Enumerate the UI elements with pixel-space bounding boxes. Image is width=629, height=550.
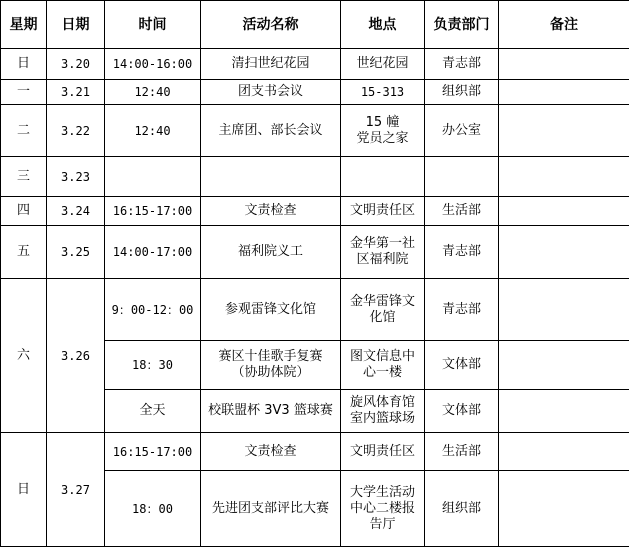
note-cell — [499, 471, 629, 547]
activity-cell — [201, 157, 341, 197]
weekday-cell: 四 — [1, 197, 47, 226]
time-cell: 12:40 — [105, 105, 201, 157]
dept-cell: 青志部 — [425, 226, 499, 279]
date-cell: 3.24 — [47, 197, 105, 226]
activity-cell: 文责检查 — [201, 197, 341, 226]
activity-cell: 清扫世纪花园 — [201, 49, 341, 80]
header-activity: 活动名称 — [201, 1, 341, 49]
note-cell — [499, 80, 629, 105]
weekday-cell: 日 — [1, 49, 47, 80]
activity-cell: 主席团、部长会议 — [201, 105, 341, 157]
header-date: 日期 — [47, 1, 105, 49]
weekday-cell: 二 — [1, 105, 47, 157]
note-cell — [499, 226, 629, 279]
note-cell — [499, 197, 629, 226]
header-note: 备注 — [499, 1, 629, 49]
weekday-cell: 三 — [1, 157, 47, 197]
time-cell: 18：30 — [105, 341, 201, 390]
time-cell: 16:15-17:00 — [105, 197, 201, 226]
weekday-cell: 五 — [1, 226, 47, 279]
weekday-cell: 日 — [1, 433, 47, 547]
dept-cell: 生活部 — [425, 433, 499, 471]
note-cell — [499, 341, 629, 390]
header-weekday: 星期 — [1, 1, 47, 49]
dept-cell: 青志部 — [425, 49, 499, 80]
table-row — [1, 80, 629, 105]
header-row — [1, 1, 629, 49]
date-cell: 3.26 — [47, 279, 105, 433]
location-cell: 金华雷锋文 化馆 — [341, 279, 425, 341]
time-cell: 全天 — [105, 390, 201, 433]
location-cell: 旋风体育馆 室内篮球场 — [341, 390, 425, 433]
location-cell: 金华第一社 区福利院 — [341, 226, 425, 279]
weekday-cell: 一 — [1, 80, 47, 105]
table-row — [1, 197, 629, 226]
dept-cell: 文体部 — [425, 390, 499, 433]
date-cell: 3.21 — [47, 80, 105, 105]
dept-cell: 组织部 — [425, 471, 499, 547]
activity-cell: 参观雷锋文化馆 — [201, 279, 341, 341]
time-cell: 16:15-17:00 — [105, 433, 201, 471]
time-cell: 9：00-12：00 — [105, 279, 201, 341]
dept-cell: 青志部 — [425, 279, 499, 341]
activity-cell: 先进团支部评比大赛 — [201, 471, 341, 547]
dept-cell: 组织部 — [425, 80, 499, 105]
header-dept: 负责部门 — [425, 1, 499, 49]
date-cell: 3.23 — [47, 157, 105, 197]
table-row — [1, 433, 629, 471]
activity-cell: 赛区十佳歌手复赛 （协助体院） — [201, 341, 341, 390]
location-cell: 大学生活动 中心二楼报 告厅 — [341, 471, 425, 547]
date-cell: 3.22 — [47, 105, 105, 157]
date-cell: 3.20 — [47, 49, 105, 80]
dept-cell: 办公室 — [425, 105, 499, 157]
weekday-cell: 六 — [1, 279, 47, 433]
activity-cell: 团支书会议 — [201, 80, 341, 105]
table-row — [1, 226, 629, 279]
note-cell — [499, 105, 629, 157]
time-cell — [105, 157, 201, 197]
table-row — [1, 49, 629, 80]
dept-cell: 文体部 — [425, 341, 499, 390]
date-cell: 3.27 — [47, 433, 105, 547]
time-cell: 12:40 — [105, 80, 201, 105]
activity-cell: 福利院义工 — [201, 226, 341, 279]
time-cell: 14:00-17:00 — [105, 226, 201, 279]
time-cell: 14:00-16:00 — [105, 49, 201, 80]
date-cell: 3.25 — [47, 226, 105, 279]
header-location: 地点 — [341, 1, 425, 49]
time-cell: 18：00 — [105, 471, 201, 547]
dept-cell: 生活部 — [425, 197, 499, 226]
note-cell — [499, 157, 629, 197]
activity-cell: 文责检查 — [201, 433, 341, 471]
location-cell — [341, 157, 425, 197]
note-cell — [499, 433, 629, 471]
table-row — [1, 105, 629, 157]
dept-cell — [425, 157, 499, 197]
location-cell: 文明责任区 — [341, 197, 425, 226]
table-row — [1, 279, 629, 341]
note-cell — [499, 390, 629, 433]
note-cell — [499, 279, 629, 341]
location-cell: 15-313 — [341, 80, 425, 105]
location-cell: 文明责任区 — [341, 433, 425, 471]
location-cell: 15 幢 党员之家 — [341, 105, 425, 157]
table-row — [1, 157, 629, 197]
header-time: 时间 — [105, 1, 201, 49]
location-cell: 图文信息中 心一楼 — [341, 341, 425, 390]
location-cell: 世纪花园 — [341, 49, 425, 80]
activity-cell: 校联盟杯 3V3 篮球赛 — [201, 390, 341, 433]
note-cell — [499, 49, 629, 80]
